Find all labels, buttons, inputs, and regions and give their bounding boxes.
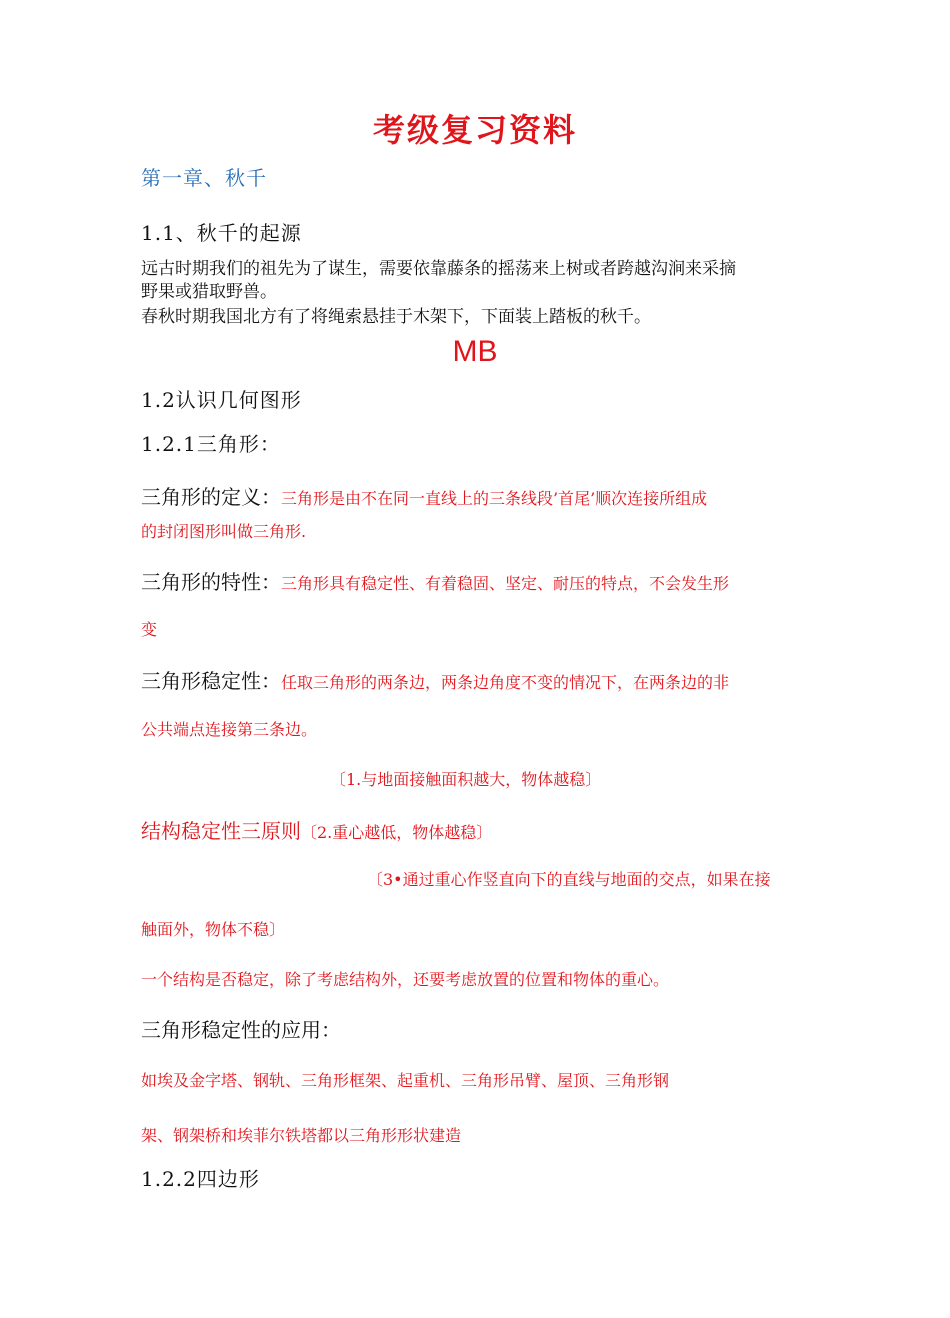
principle-rule-2: 〔2.重心越低，物体越稳〕	[301, 823, 493, 842]
stability-text-continued: 公共端点连接第三条边。	[141, 720, 318, 739]
section-heading-1-2: 1.2认识几何图形	[141, 388, 302, 412]
stability-row	[141, 665, 729, 694]
property-row	[141, 566, 729, 595]
section-heading-1-1: 1.1、秋千的起源	[141, 221, 302, 245]
paragraph-line: 春秋时期我国北方有了将绳索悬挂于木架下，下面装上踏板的秋千。	[141, 307, 651, 327]
principle-rule-3: 〔3•通过重心作竖直向下的直线与地面的交点，如果在接	[367, 870, 771, 889]
principle-rule-1: 〔1.与地面接触面积越大，物体越稳〕	[330, 770, 602, 789]
paragraph-line: 远古时期我们的祖先为了谋生，需要依靠藤条的摇荡来上树或者跨越沟涧来采摘	[141, 259, 736, 279]
subsection-heading-1-2-2: 1.2.2四边形	[141, 1167, 260, 1191]
stability-label: 三角形稳定性：	[141, 669, 281, 693]
watermark-text: MB	[452, 335, 498, 368]
definition-text: 三角形是由不在同一直线上的三条线段’首尾’顺次连接所组成	[281, 489, 708, 508]
principles-label: 结构稳定性三原则	[141, 819, 301, 843]
stability-text: 任取三角形的两条边，两条边角度不变的情况下，在两条边的非	[281, 673, 730, 692]
conclusion-text: 一个结构是否稳定，除了考虑结构外，还要考虑放置的位置和物体的重心。	[141, 970, 670, 989]
chapter-heading: 第一章、秋千	[141, 166, 267, 190]
paragraph-line: 野果或猎取野兽。	[141, 282, 277, 302]
application-examples-continued: 架、钢架桥和埃菲尔铁塔都以三角形形状建造	[141, 1126, 462, 1145]
application-examples: 如埃及金字塔、钢轨、三角形框架、起重机、三角形吊臂、屋顶、三角形钢	[141, 1071, 670, 1090]
definition-label: 三角形的定义：	[141, 485, 281, 509]
principle-rule-3-continued: 触面外，物体不稳〕	[141, 920, 286, 939]
application-label: 三角形稳定性的应用：	[141, 1018, 341, 1042]
property-text: 三角形具有稳定性、有着稳固、坚定、耐压的特点，不会发生形	[281, 574, 730, 593]
definition-text-continued: 的封闭图形叫做三角形.	[141, 522, 307, 541]
definition-row	[141, 481, 707, 510]
document-title: 考级复习资料	[372, 111, 577, 149]
subsection-heading-1-2-1: 1.2.1三角形：	[141, 432, 281, 456]
property-text-continued: 变	[141, 620, 158, 639]
principles-row	[141, 815, 492, 844]
property-label: 三角形的特性：	[141, 570, 281, 594]
